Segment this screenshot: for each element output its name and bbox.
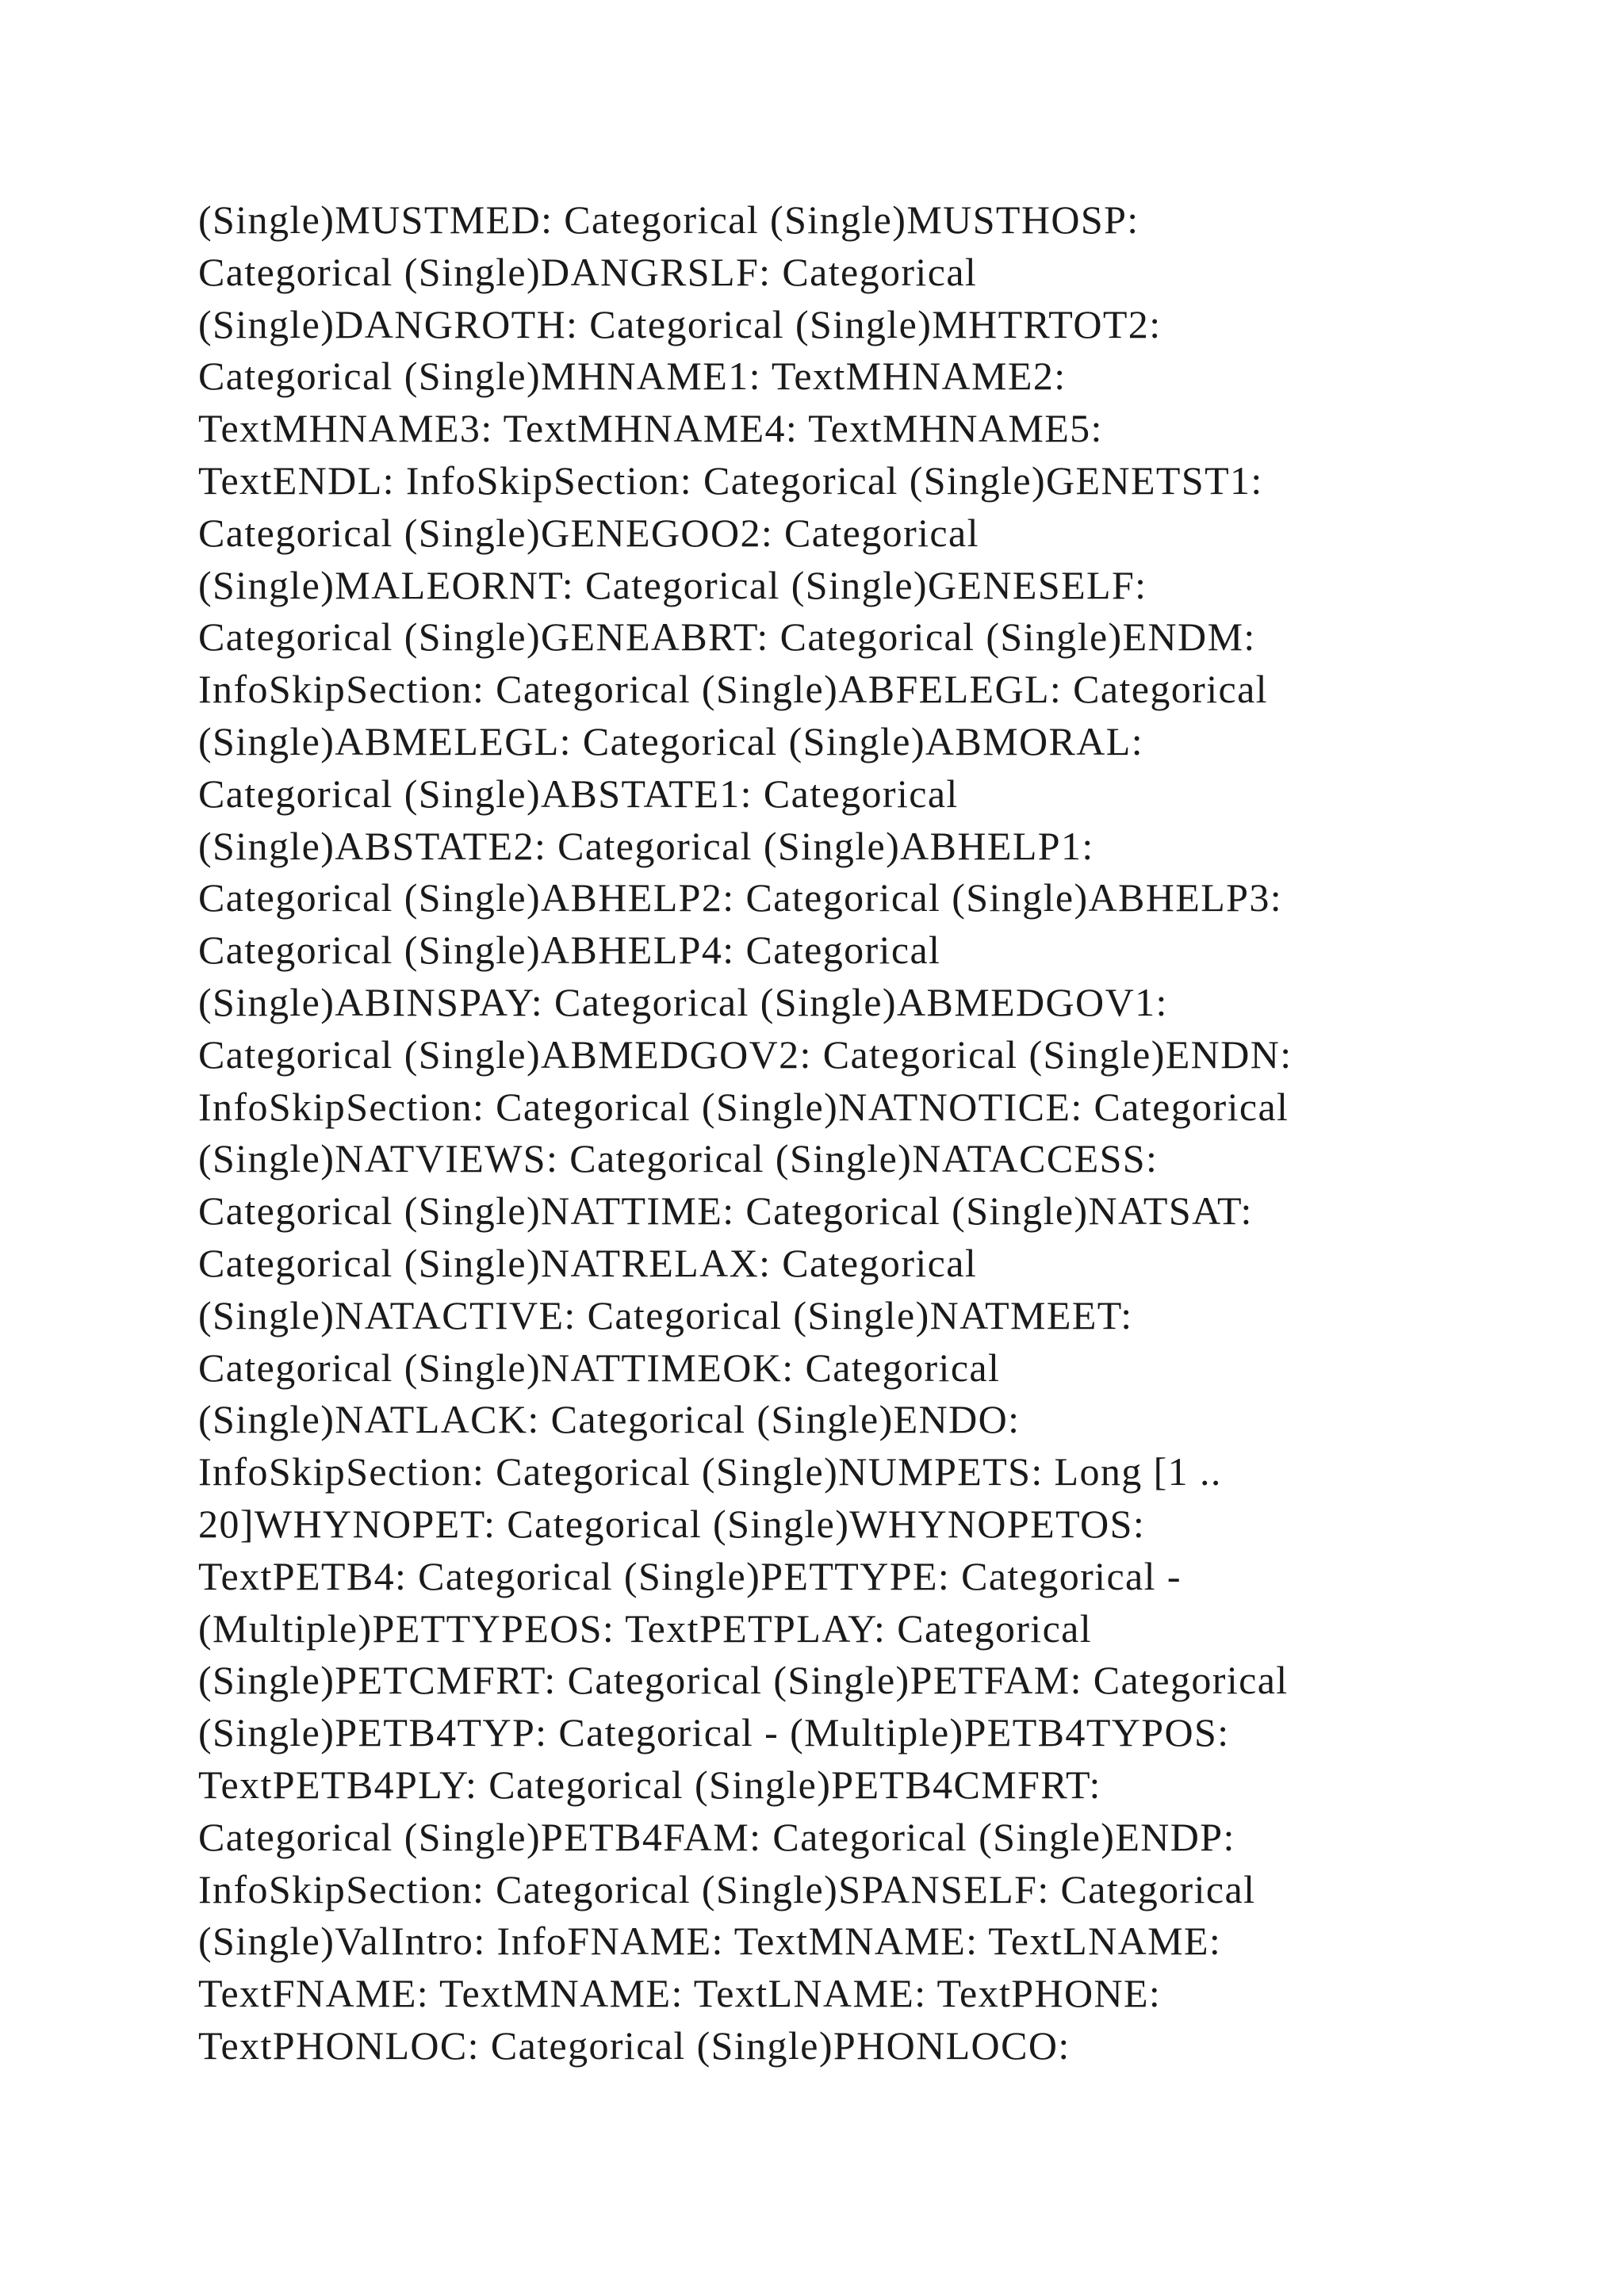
text-line: Categorical (Single)NATTIME: Categorical (Single)NATSAT:: [198, 1188, 1253, 1234]
text-line: Categorical (Single)PETB4FAM: Categorical (Single)ENDP:: [198, 1814, 1235, 1859]
text-line: (Multiple)PETTYPEOS: TextPETPLAY: Categorical: [198, 1605, 1093, 1651]
text-line: InfoSkipSection: Categorical (Single)NATNOTICE: Categorical: [198, 1084, 1289, 1129]
body-text: [198, 194, 1499, 2072]
text-line: Categorical (Single)ABSTATE1: Categorical: [198, 771, 959, 816]
text-line: (Single)ABSTATE2: Categorical (Single)ABHELP1:: [198, 823, 1094, 868]
text-line: (Single)PETCMFRT: Categorical (Single)PETFAM: Categorical: [198, 1658, 1289, 1703]
text-line: (Single)DANGROTH: Categorical (Single)MHTRTOT2:: [198, 301, 1162, 346]
text-line: TextPETB4PLY: Categorical (Single)PETB4CMFRT:: [198, 1762, 1101, 1807]
text-line: Categorical (Single)ABHELP4: Categorical: [198, 928, 941, 973]
text-line: (Single)NATACTIVE: Categorical (Single)NATMEET:: [198, 1292, 1133, 1337]
text-line: InfoSkipSection: Categorical (Single)SPANSELF: Categorical: [198, 1866, 1256, 1911]
text-line: Categorical (Single)DANGRSLF: Categorical: [198, 249, 978, 294]
text-line: (Single)MALEORNT: Categorical (Single)GENESELF:: [198, 562, 1147, 607]
text-line: Categorical (Single)NATRELAX: Categorical: [198, 1240, 978, 1285]
text-line: (Single)PETB4TYP: Categorical - (Multiple)PETB4TYPOS:: [198, 1710, 1230, 1755]
text-line: Categorical (Single)ABHELP2: Categorical (Single)ABHELP3:: [198, 875, 1283, 920]
text-line: Categorical (Single)GENEABRT: Categorical (Single)ENDM:: [198, 614, 1256, 660]
text-line: (Single)ABINSPAY: Categorical (Single)ABMEDGOV1:: [198, 979, 1168, 1024]
text-line: (Single)NATLACK: Categorical (Single)ENDO:: [198, 1397, 1021, 1442]
text-line: Categorical (Single)NATTIMEOK: Categorical: [198, 1345, 1001, 1390]
text-line: Categorical (Single)ABMEDGOV2: Categorical (Single)ENDN:: [198, 1031, 1293, 1077]
text-line: (Single)NATVIEWS: Categorical (Single)NATACCESS:: [198, 1136, 1159, 1181]
text-line: TextPETB4: Categorical (Single)PETTYPE: Categorical -: [198, 1553, 1182, 1598]
text-line: TextMHNAME3: TextMHNAME4: TextMHNAME5:: [198, 406, 1103, 451]
text-line: TextFNAME: TextMNAME: TextLNAME: TextPHONE:: [198, 1971, 1162, 2016]
text-line: 20]WHYNOPET: Categorical (Single)WHYNOPETOS:: [198, 1501, 1146, 1546]
text-line: (Single)MUSTMED: Categorical (Single)MUSTHOSP:: [198, 197, 1139, 242]
text-line: TextPHONLOC: Categorical (Single)PHONLOCO:: [198, 2022, 1071, 2068]
text-line: Categorical (Single)GENEGOO2: Categorical: [198, 510, 979, 555]
text-line: (Single)ABMELEGL: Categorical (Single)ABMORAL:: [198, 718, 1144, 763]
text-line: TextENDL: InfoSkipSection: Categorical (Single)GENETST1:: [198, 457, 1263, 503]
text-line: InfoSkipSection: Categorical (Single)ABFELEGL: Categorical: [198, 667, 1268, 712]
text-line: Categorical (Single)MHNAME1: TextMHNAME2:: [198, 354, 1067, 399]
text-line: InfoSkipSection: Categorical (Single)NUMPETS: Long [1 ..: [198, 1449, 1222, 1494]
text-line: (Single)ValIntro: InfoFNAME: TextMNAME: TextLNAME:: [198, 1919, 1222, 1964]
